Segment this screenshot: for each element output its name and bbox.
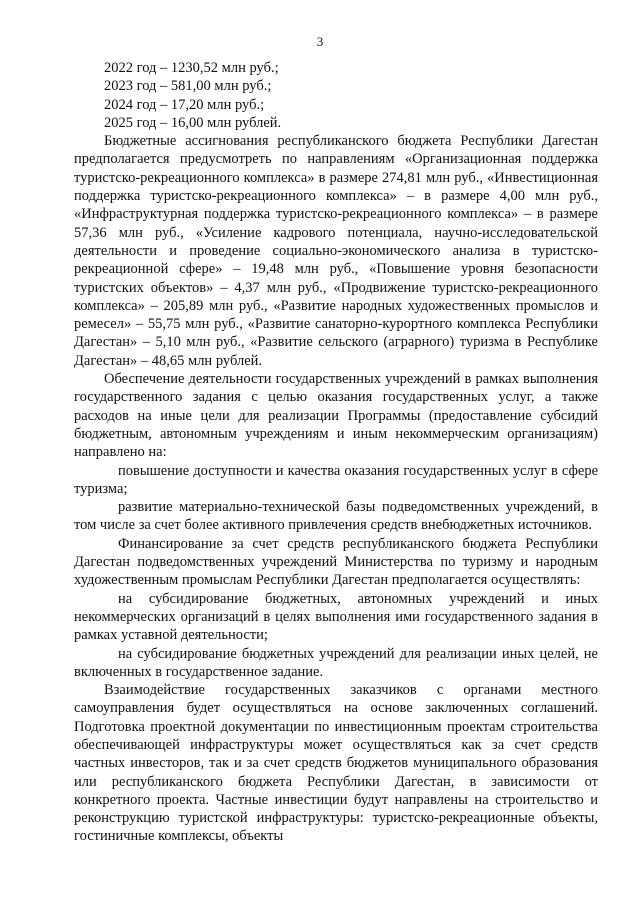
paragraph-interaction: Взаимодействие государственных заказчиков с органами местного самоуправления будет осуществляться на основе заключенных соглашений. Подготовка проектной документации по инвестиционным проектам строительства обеспечивающей инфраструктуры может осуществляться как за счет средств частных инвесторов, так и за счет средств бюджетов муниципального образования или республиканского бюджета Республики Дагестан, в зависимости от конкретного проекта. Частные инвестиции будут направлены на строительство и реконструкцию туристской инфраструктуры: туристско-рекреационные объекты, гостиничные комплексы, объекты <box>74 682 598 845</box>
year-line-2023: 2023 год – 581,00 млн руб.; <box>104 78 272 95</box>
page-number: 3 <box>316 34 324 49</box>
document-body <box>74 59 598 846</box>
paragraph-financing: Финансирование за счет средств республиканского бюджета Республики Дагестан подведомственных учреждений Министерства по туризму и народным художественным промыслам Республики Дагестан предполагается осуществлять: <box>74 535 598 589</box>
list-item-material-base: развитие материально-технической базы подведомственных учреждений, в том числе за счет более активного привлечения средств внебюджетных источников. <box>74 499 598 534</box>
paragraph-budget-allocations: Бюджетные ассигнования республиканского бюджета Республики Дагестан предполагается предусмотреть по направлениям «Организационная поддержка туристско-рекреационного комплекса» в размере 274,81 млн руб., «Инвестиционная поддержка туристско-рекреационного комплекса» – в размере 4,00 млн руб., «Инфраструктурная поддержка туристско-рекреационного комплекса» – в размере 57,36 млн руб., «Усиление кадрового потенциала, научно-исследовательской деятельности и проведение социально-экономического анализа в туристско-рекреационной сфере» – 19,48 млн руб., «Повышение уровня безопасности туристских объектов» – 4,37 млн руб., «Продвижение туристско-рекреационного комплекса» – 205,89 млн руб., «Развитие народных художественных промыслов и ремесел» – 55,75 млн руб., «Развитие санаторно-курортного комплекса Республики Дагестан» – 5,10 млн руб., «Развитие сельского (аграрного) туризма в Республике Дагестан» – 48,65 млн рублей. <box>74 133 598 369</box>
list-item-service-accessibility: повышение доступности и качества оказания государственных услуг в сфере туризма; <box>74 462 598 497</box>
year-line-2024: 2024 год – 17,20 млн руб.; <box>104 96 265 113</box>
year-line-2025: 2025 год – 16,00 млн рублей. <box>104 114 282 131</box>
paragraph-state-institutions: Обеспечение деятельности государственных учреждений в рамках выполнения государственного задания с целью оказания государственных услуг, а также расходов на иные цели для реализации Программы (предоставление субсидий бюджетным, автономным учреждениям и иным некоммерческим организациям) направлено на: <box>74 371 598 461</box>
list-item-state-task-subsidy: на субсидирование бюджетных, автономных учреждений и иных некоммерческих организаций в целях выполнения ими государственного задания в рамках уставной деятельности; <box>74 590 598 644</box>
list-item-other-goals-subsidy: на субсидирование бюджетных учреждений для реализации иных целей, не включенных в государственное задание. <box>74 645 598 680</box>
year-line-2022: 2022 год – 1230,52 млн руб.; <box>104 60 279 76</box>
